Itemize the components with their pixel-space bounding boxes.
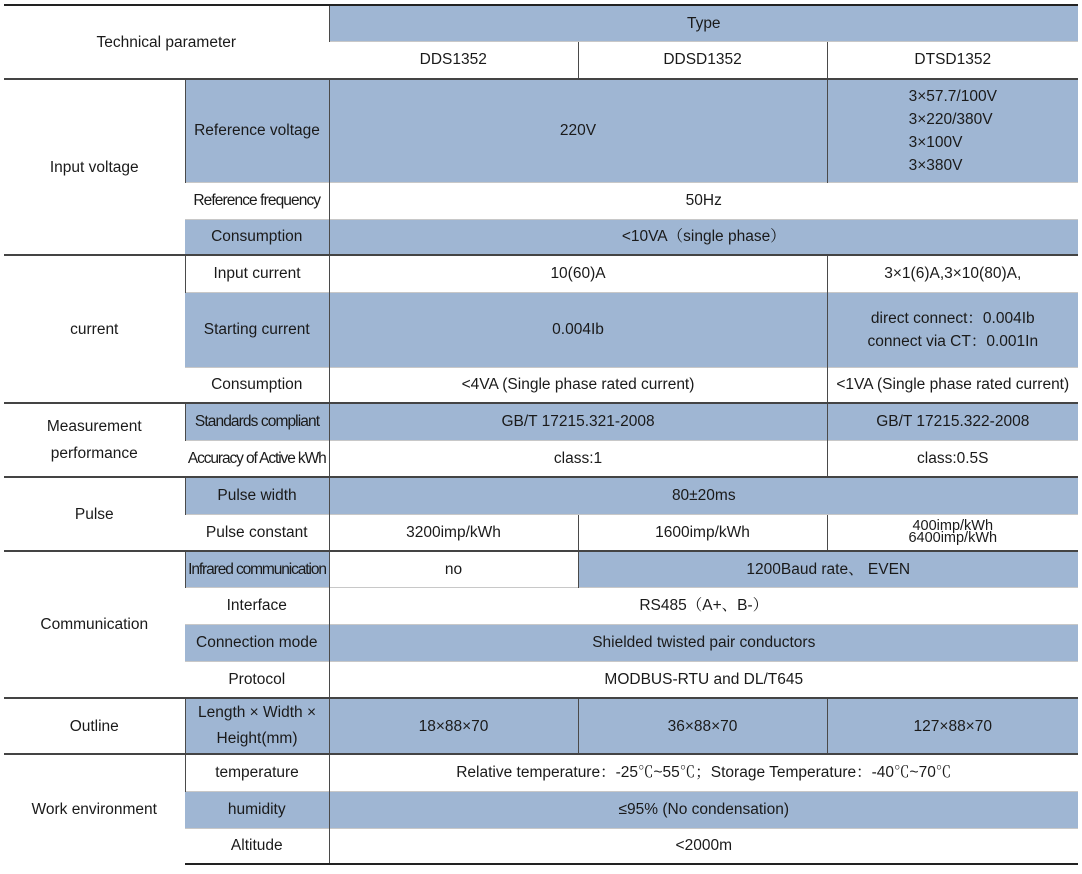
label-pulse-width: Pulse width <box>185 477 329 514</box>
label-consumption-voltage: Consumption <box>185 219 329 255</box>
value-pulse-constant-ddsd: 1600imp/kWh <box>578 514 827 551</box>
model-ddsd1352: DDSD1352 <box>578 41 827 79</box>
technical-parameter-table <box>4 4 1078 865</box>
group-measurement-line: performance <box>50 445 138 462</box>
value-standards-single: GB/T 17215.321-2008 <box>329 403 827 440</box>
label-connection-mode: Connection mode <box>185 624 329 661</box>
label-pulse-constant: Pulse constant <box>185 514 329 551</box>
value-pulse-width: 80±20ms <box>329 477 1078 514</box>
starting-current-line: connect via CT：0.001In <box>867 332 1039 350</box>
value-outline-dds: 18×88×70 <box>329 698 578 754</box>
dimensions-label-line: Length × Width × <box>197 704 317 721</box>
label-humidity: humidity <box>185 791 329 828</box>
group-input-voltage: Input voltage <box>4 79 185 255</box>
group-pulse: Pulse <box>4 477 185 551</box>
label-protocol: Protocol <box>185 661 329 698</box>
value-reference-frequency: 50Hz <box>329 182 1078 219</box>
voltage-line: 3×220/380V <box>908 110 993 128</box>
model-dds1352: DDS1352 <box>329 41 578 79</box>
value-accuracy-three: class:0.5S <box>827 440 1078 477</box>
value-reference-voltage-three <box>827 79 1078 182</box>
label-reference-voltage: Reference voltage <box>185 79 329 182</box>
value-outline-ddsd: 36×88×70 <box>578 698 827 754</box>
value-input-current-single: 10(60)A <box>329 255 827 292</box>
value-infrared-other: 1200Baud rate、 EVEN <box>578 551 1078 587</box>
starting-current-line: direct connect：0.004Ib <box>870 309 1035 327</box>
value-standards-three: GB/T 17215.322-2008 <box>827 403 1078 440</box>
group-communication: Communication <box>4 551 185 698</box>
value-altitude: <2000m <box>329 828 1078 864</box>
model-dtsd1352: DTSD1352 <box>827 41 1078 79</box>
pulse-constant-line: 6400imp/kWh <box>908 530 998 547</box>
group-work-environment: Work environment <box>4 754 185 864</box>
value-accuracy-single: class:1 <box>329 440 827 477</box>
value-consumption-current-single: <4VA (Single phase rated current) <box>329 367 827 403</box>
value-consumption-current-three: <1VA (Single phase rated current) <box>827 367 1078 403</box>
group-outline: Outline <box>4 698 185 754</box>
value-consumption-voltage: <10VA（single phase） <box>329 219 1078 255</box>
value-starting-current-single: 0.004Ib <box>329 292 827 367</box>
label-consumption-current: Consumption <box>185 367 329 403</box>
label-accuracy: Accuracy of Active kWh <box>185 440 329 477</box>
label-reference-frequency: Reference frequency <box>185 182 329 219</box>
technical-parameter-header: Technical parameter <box>4 5 329 79</box>
pulse-constant-line: 400imp/kWh <box>912 517 994 534</box>
label-standards-compliant: Standards compliant <box>185 403 329 440</box>
type-header: Type <box>329 5 1078 41</box>
group-current: current <box>4 255 185 403</box>
label-infrared-communication: Infrared communication <box>185 551 329 587</box>
dimensions-label-line: Height(mm) <box>216 730 298 747</box>
value-temperature: Relative temperature：-25℃~55℃；Storage Temperature：-40℃~70℃ <box>329 754 1078 791</box>
voltage-line: 3×100V <box>908 133 963 151</box>
value-outline-dtsd: 127×88×70 <box>827 698 1078 754</box>
value-pulse-constant-dtsd <box>827 514 1078 551</box>
label-interface: Interface <box>185 587 329 624</box>
label-starting-current: Starting current <box>185 292 329 367</box>
value-infrared-dds: no <box>329 551 578 587</box>
value-input-current-three: 3×1(6)A,3×10(80)A, <box>827 255 1078 292</box>
group-measurement-line: Measurement <box>46 418 142 435</box>
value-connection-mode: Shielded twisted pair conductors <box>329 624 1078 661</box>
label-temperature: temperature <box>185 754 329 791</box>
label-dimensions <box>185 698 329 754</box>
group-measurement-performance <box>4 403 185 477</box>
value-interface: RS485（A+、B-） <box>329 587 1078 624</box>
voltage-line: 3×380V <box>908 156 963 174</box>
value-reference-voltage-single: 220V <box>329 79 827 182</box>
voltage-line: 3×57.7/100V <box>908 87 997 105</box>
label-input-current: Input current <box>185 255 329 292</box>
label-altitude: Altitude <box>185 828 329 864</box>
value-pulse-constant-dds: 3200imp/kWh <box>329 514 578 551</box>
value-protocol: MODBUS-RTU and DL/T645 <box>329 661 1078 698</box>
value-starting-current-three <box>827 292 1078 367</box>
value-humidity: ≤95% (No condensation) <box>329 791 1078 828</box>
